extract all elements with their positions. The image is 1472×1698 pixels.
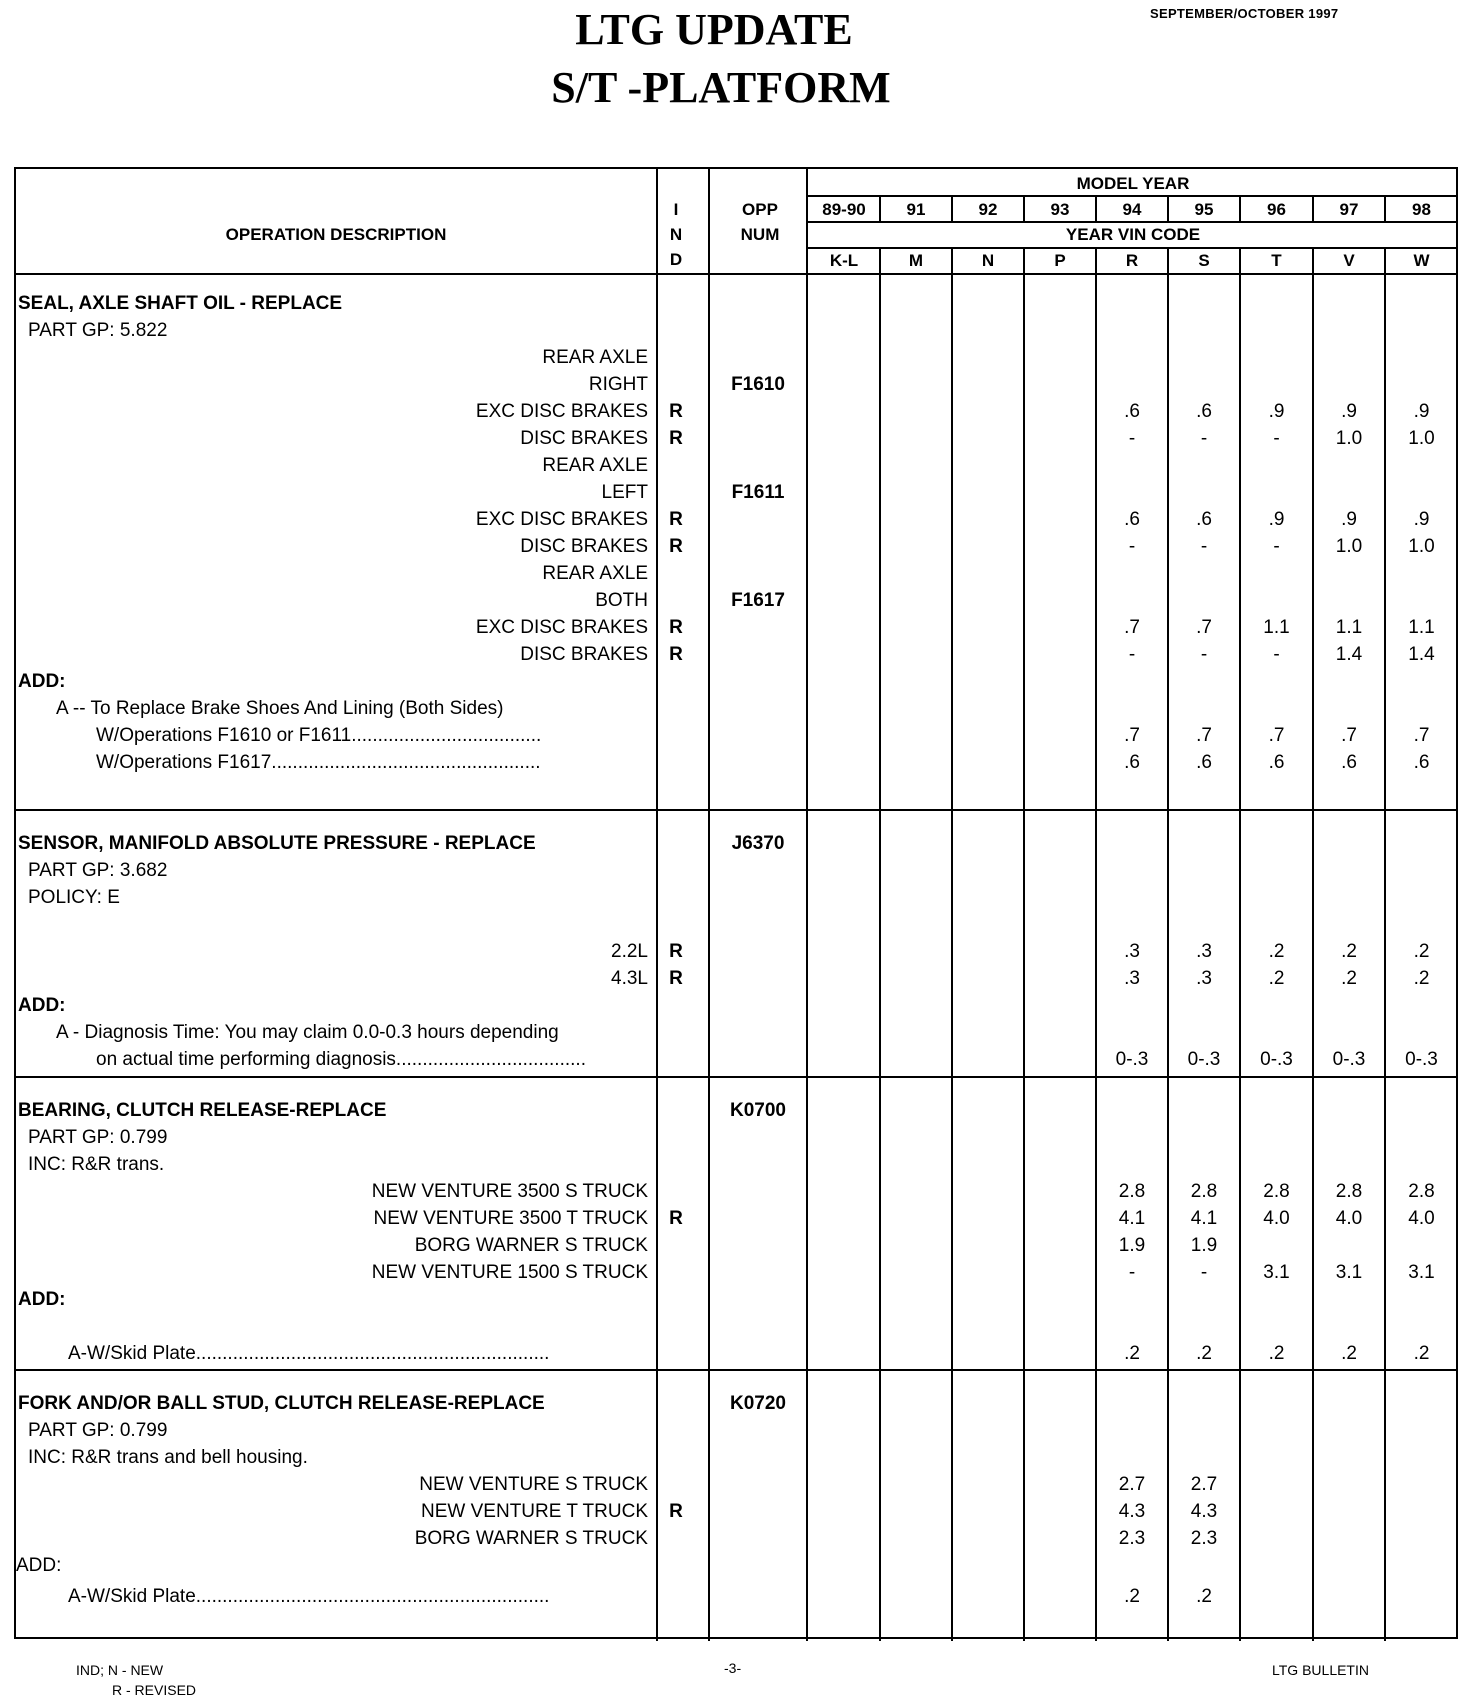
labor-time-value: .7 (1268, 725, 1285, 746)
labor-time-value: 1.1 (1335, 617, 1363, 638)
labor-time-value: 1.0 (1408, 536, 1435, 557)
add-label: ADD: (18, 995, 66, 1016)
labor-time-value: 0-.3 (1405, 1049, 1438, 1070)
operation-detail: PART GP: 3.682 (28, 860, 168, 881)
page-subtitle: S/T -PLATFORM (551, 63, 891, 112)
column-header-ind-3: D (669, 250, 683, 269)
year-row-underline (806, 221, 1458, 223)
operation-variant: DISC BRAKES (520, 536, 648, 557)
labor-time-value: .6 (1196, 752, 1212, 773)
operation-title: FORK AND/OR BALL STUD, CLUTCH RELEASE-REPLACE (18, 1393, 545, 1414)
labor-time-value: .2 (1341, 1343, 1357, 1364)
model-year-underline (806, 195, 1458, 197)
labor-time-value: .6 (1124, 509, 1140, 530)
year-column-divider (1167, 196, 1169, 221)
operation-variant: BORG WARNER S TRUCK (414, 1528, 648, 1549)
operation-variant: NEW VENTURE T TRUCK (421, 1501, 648, 1522)
model-year-cell: 96 (1267, 200, 1286, 219)
labor-time-value: 4.0 (1263, 1208, 1290, 1229)
opp-number: J6370 (731, 833, 785, 854)
model-year-column-divider (806, 169, 808, 1641)
labor-time-value: .6 (1341, 752, 1357, 773)
model-year-cell: 92 (978, 200, 998, 219)
labor-time-value: .7 (1341, 725, 1357, 746)
column-header-model-year: MODEL YEAR (1076, 174, 1190, 193)
vin-code-underline (806, 247, 1458, 249)
ind-code: R (669, 428, 683, 449)
labor-time-value: 2.8 (1335, 1181, 1363, 1202)
labor-time-value: 3.1 (1263, 1262, 1290, 1283)
year-column-divider (1023, 248, 1025, 1641)
year-column-divider (1095, 196, 1097, 221)
operation-variant: BOTH (595, 590, 648, 611)
add-label: ADD: (18, 1289, 66, 1310)
column-header-operation-description: OPERATION DESCRIPTION (225, 225, 447, 244)
labor-time-value: 1.4 (1335, 644, 1363, 665)
operation-detail: PART GP: 0.799 (28, 1420, 168, 1441)
opp-number: F1610 (731, 374, 785, 395)
operation-variant: NEW VENTURE 3500 T TRUCK (373, 1208, 648, 1229)
model-year-cell: 97 (1339, 200, 1359, 219)
opp-number: K0720 (730, 1393, 786, 1414)
labor-time-value: .2 (1268, 968, 1285, 989)
labor-time-value: 2.8 (1408, 1181, 1435, 1202)
labor-time-value: .6 (1413, 752, 1430, 773)
model-year-cell: 95 (1194, 200, 1214, 219)
labor-time-value: 2.8 (1118, 1181, 1146, 1202)
labor-time-value: .2 (1268, 941, 1285, 962)
add-subitem: on actual time performing diagnosis.................................... (96, 1049, 586, 1070)
labor-time-value: .2 (1196, 1586, 1212, 1608)
add-subitem: A-W/Skid Plate................................................................... (68, 1343, 550, 1364)
page-title: LTG UPDATE (575, 5, 853, 54)
operation-variant: NEW VENTURE 1500 S TRUCK (371, 1262, 648, 1283)
labor-time-value: 0-.3 (1332, 1049, 1366, 1070)
labor-time-value: - (1200, 428, 1208, 449)
labor-time-value: - (1128, 428, 1136, 449)
ind-code: R (669, 968, 683, 989)
labor-time-value: - (1200, 1262, 1208, 1283)
column-header-opp-2: NUM (740, 225, 780, 244)
labor-time-value: 2.7 (1118, 1474, 1146, 1495)
ind-key-new: IND; N - NEW (76, 1662, 164, 1678)
add-item: A - Diagnosis Time: You may claim 0.0-0.3 hours depending (56, 1022, 559, 1043)
labor-time-value: .2 (1341, 968, 1357, 989)
labor-time-value: 4.0 (1408, 1208, 1435, 1229)
labor-time-value: .6 (1268, 752, 1285, 773)
opp-number: F1611 (731, 482, 785, 503)
labor-time-value: 1.4 (1408, 644, 1435, 665)
labor-time-value: .2 (1413, 1343, 1430, 1364)
ind-code: R (669, 1208, 683, 1229)
labor-time-value: - (1128, 1262, 1136, 1283)
model-year-cell: 98 (1412, 200, 1431, 219)
operation-title: SENSOR, MANIFOLD ABSOLUTE PRESSURE - REPLACE (18, 833, 536, 854)
vin-code-cell: R (1125, 251, 1139, 270)
labor-time-value: 0-.3 (1260, 1049, 1293, 1070)
vin-code-cell: V (1343, 251, 1355, 270)
labor-time-value: 1.0 (1335, 536, 1363, 557)
labor-time-value: .7 (1413, 725, 1430, 746)
model-year-cell: 89-90 (822, 200, 866, 219)
ind-key-revised: R - REVISED (112, 1682, 197, 1698)
column-header-ind-1: I (673, 200, 679, 219)
ind-code: R (669, 509, 683, 530)
operation-detail: PART GP: 5.822 (28, 320, 168, 341)
labor-time-value: 4.0 (1335, 1208, 1363, 1229)
model-year-cell: 91 (906, 200, 926, 219)
labor-time-value: - (1200, 536, 1208, 557)
ind-code: R (669, 401, 683, 422)
ind-code: R (669, 1501, 683, 1522)
labor-time-value: 4.1 (1118, 1208, 1146, 1229)
labor-time-value: 2.3 (1118, 1528, 1146, 1549)
labor-time-value: .2 (1413, 968, 1430, 989)
operation-detail: POLICY: E (28, 887, 120, 908)
operation-variant: REAR AXLE (542, 563, 648, 584)
add-label: ADD: (16, 1555, 62, 1576)
vin-code-cell: N (981, 251, 995, 270)
labor-time-value: .2 (1124, 1586, 1140, 1608)
labor-time-value: .3 (1124, 941, 1140, 962)
operation-variant: 2.2L (611, 941, 648, 962)
labor-time-value: - (1200, 644, 1208, 665)
add-subitem: A-W/Skid Plate................................................................... (68, 1586, 550, 1608)
labor-time-value: .3 (1124, 968, 1140, 989)
operation-variant: NEW VENTURE S TRUCK (419, 1474, 648, 1495)
operation-variant: NEW VENTURE 3500 S TRUCK (371, 1181, 648, 1202)
labor-time-value: 2.8 (1190, 1181, 1218, 1202)
labor-time-value: 4.3 (1190, 1501, 1218, 1522)
operation-title: SEAL, AXLE SHAFT OIL - REPLACE (18, 293, 343, 314)
labor-time-value: .2 (1413, 941, 1430, 962)
year-column-divider (1384, 196, 1386, 221)
labor-time-value: 1.9 (1190, 1235, 1218, 1256)
year-column-divider (1023, 196, 1025, 221)
operation-variant: DISC BRAKES (520, 644, 648, 665)
labor-time-value: 1.1 (1408, 617, 1435, 638)
operation-variant: REAR AXLE (542, 455, 648, 476)
opp-number: F1617 (731, 590, 785, 611)
labor-time-value: .6 (1196, 401, 1212, 422)
year-column-divider (951, 196, 953, 221)
column-header-year-vin-code: YEAR VIN CODE (1065, 225, 1201, 244)
operation-variant: REAR AXLE (542, 347, 648, 368)
labor-time-value: .7 (1196, 617, 1212, 638)
year-column-divider (1312, 196, 1314, 221)
labor-time-value: .3 (1196, 941, 1212, 962)
labor-time-value: - (1273, 428, 1280, 449)
operation-detail: INC: R&R trans and bell housing. (28, 1447, 308, 1468)
column-header-ind-2: N (669, 225, 683, 244)
vin-code-cell: W (1413, 251, 1430, 270)
add-subitem: W/Operations F1610 or F1611.................................... (96, 725, 542, 746)
labor-time-value: .2 (1341, 941, 1357, 962)
labor-time-value: 1.1 (1263, 617, 1290, 638)
column-header-opp-1: OPP (742, 200, 778, 219)
operation-variant: RIGHT (588, 374, 648, 395)
labor-time-value: 2.3 (1190, 1528, 1218, 1549)
operation-variant: EXC DISC BRAKES (475, 401, 648, 422)
section-divider (16, 1076, 1458, 1078)
opp-number: K0700 (730, 1100, 786, 1121)
labor-time-value: .2 (1268, 1343, 1285, 1364)
vin-code-cell: P (1054, 251, 1066, 270)
model-year-cell: 93 (1050, 200, 1070, 219)
section-divider (16, 1369, 1458, 1371)
bulletin-name: LTG BULLETIN (1272, 1662, 1369, 1678)
labor-time-value: .9 (1268, 509, 1285, 530)
labor-time-value: 4.1 (1190, 1208, 1218, 1229)
labor-time-value: .7 (1124, 617, 1140, 638)
model-year-cell: 94 (1122, 200, 1142, 219)
page-number: -3- (724, 1660, 742, 1676)
operation-detail: INC: R&R trans. (28, 1154, 165, 1175)
labor-time-value: .6 (1124, 401, 1140, 422)
vin-code-cell: M (908, 251, 924, 270)
operation-variant: EXC DISC BRAKES (475, 617, 648, 638)
labor-time-value: 1.9 (1118, 1235, 1146, 1256)
operation-variant: 4.3L (611, 968, 648, 989)
ind-code: R (669, 644, 683, 665)
bulletin-date: SEPTEMBER/OCTOBER 1997 (1150, 6, 1339, 21)
labor-time-value: .6 (1196, 509, 1212, 530)
ind-column-divider (656, 169, 658, 1641)
labor-time-table (14, 167, 1458, 1639)
labor-time-value: .7 (1196, 725, 1212, 746)
labor-time-value: .2 (1124, 1343, 1140, 1364)
labor-time-value: 2.8 (1263, 1181, 1290, 1202)
labor-time-value: - (1128, 644, 1136, 665)
year-column-divider (951, 248, 953, 1641)
add-subitem: W/Operations F1617................................................... (96, 752, 541, 773)
labor-time-value: .9 (1341, 401, 1357, 422)
labor-time-value: 0-.3 (1187, 1049, 1221, 1070)
year-column-divider (879, 196, 881, 221)
ind-code: R (669, 617, 683, 638)
labor-time-value: .9 (1413, 401, 1430, 422)
operation-variant: LEFT (601, 482, 648, 503)
labor-time-value: - (1273, 536, 1280, 557)
section-divider (16, 809, 1458, 811)
labor-time-value: .9 (1268, 401, 1285, 422)
labor-time-value: .7 (1124, 725, 1140, 746)
add-item: A -- To Replace Brake Shoes And Lining (Both Sides) (56, 698, 504, 719)
operation-variant: DISC BRAKES (520, 428, 648, 449)
vin-code-cell: T (1271, 251, 1282, 270)
labor-time-value: .6 (1124, 752, 1140, 773)
labor-time-value: .3 (1196, 968, 1212, 989)
operation-detail: PART GP: 0.799 (28, 1127, 168, 1148)
labor-time-value: 2.7 (1190, 1474, 1218, 1495)
add-label: ADD: (18, 671, 66, 692)
labor-time-value: 3.1 (1335, 1262, 1363, 1283)
labor-time-value: - (1128, 536, 1136, 557)
year-column-divider (1239, 196, 1241, 221)
labor-time-value: .2 (1196, 1343, 1212, 1364)
labor-time-value: 1.0 (1335, 428, 1363, 449)
ind-code: R (669, 941, 683, 962)
labor-time-value: 1.0 (1408, 428, 1435, 449)
header-bottom-rule (16, 273, 1458, 275)
year-column-divider (879, 248, 881, 1641)
operation-variant: BORG WARNER S TRUCK (414, 1235, 648, 1256)
labor-time-value: - (1273, 644, 1280, 665)
labor-time-value: 0-.3 (1115, 1049, 1149, 1070)
vin-code-cell: K-L (829, 251, 859, 270)
operation-variant: EXC DISC BRAKES (475, 509, 648, 530)
labor-time-value: 3.1 (1408, 1262, 1435, 1283)
labor-time-value: 4.3 (1118, 1501, 1146, 1522)
labor-time-value: .9 (1341, 509, 1357, 530)
ind-code: R (669, 536, 683, 557)
labor-time-value: .9 (1413, 509, 1430, 530)
vin-code-cell: S (1198, 251, 1210, 270)
operation-title: BEARING, CLUTCH RELEASE-REPLACE (18, 1100, 387, 1121)
